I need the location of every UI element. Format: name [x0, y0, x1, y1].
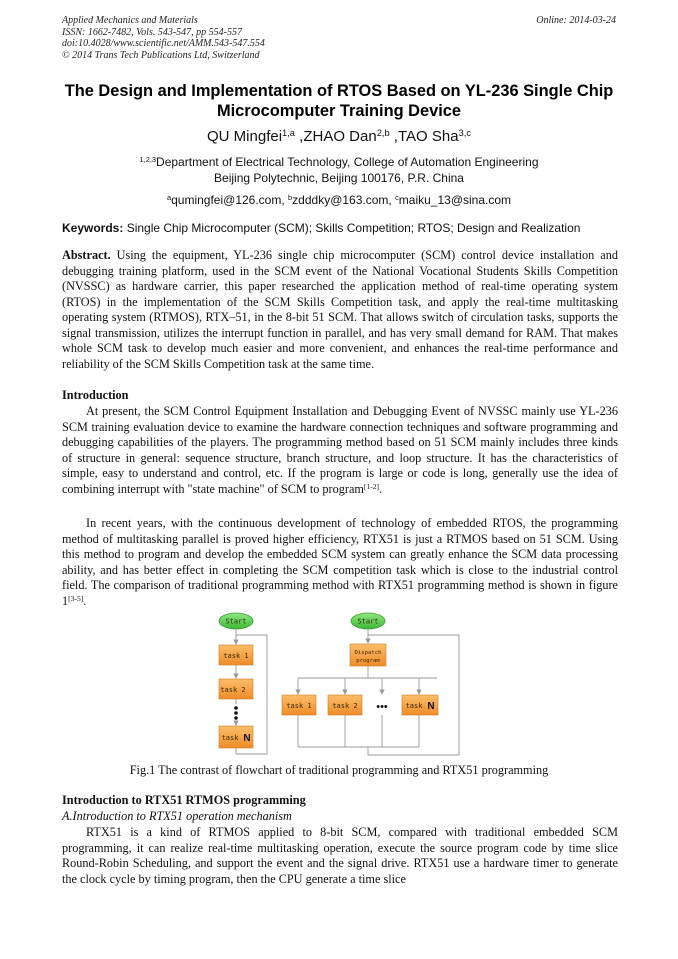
section-heading: Introduction to RTX51 RTMOS programming	[62, 793, 306, 807]
left-task2-label: task 2	[220, 686, 246, 694]
left-taskN-n: N	[243, 733, 251, 744]
doi-line: doi:10.4028/www.scientific.net/AMM.543-547.554	[62, 38, 265, 49]
figure-caption: Fig.1 The contrast of flowchart of traditional programming and RTX51 programming	[129, 763, 549, 777]
flowchart-figure	[205, 605, 470, 760]
author-superscript: 1,a	[282, 127, 295, 138]
abstract-text: Using the equipment, YL-236 single chip microcomputer (SCM) control device installation and debugging training platform, used in the SCM event of the National Vocational Students Skills Competition (NVSSC) as hardware carrier, this paper researched the application method of real-time operating system (RTOS) in the implementation of the SCM Skills Competition task, and apply the real-time multitasking operating system (RTMOS), RTX–51, in the 8-bit 51 SCM. That allows switch of circulation tasks, supports the signal transmission, utilizes the interrupt function in parallel, and has very small demand for RAM. That makes whole SCM task to develop much easier and more convenient, and enhances the real-time performance and reliability of the SCM Skills Competition task at the same time.	[62, 248, 618, 371]
online-date: Online: 2014-03-24	[536, 15, 616, 26]
dispatch-label-line1: Dispatch	[354, 650, 382, 656]
email-superscript: c	[395, 192, 399, 202]
right-ellipsis: •••	[376, 701, 388, 713]
affiliation-line-1: Department of Electrical Technology, College of Automation Engineering	[156, 155, 539, 169]
introduction-heading: Introduction	[62, 388, 129, 402]
dispatch-label-line2: program	[356, 658, 380, 664]
affiliation-line-2: Beijing Polytechnic, Beijing 100176, P.R. China	[214, 170, 464, 185]
email-superscript: b	[288, 192, 293, 202]
email-superscript: a	[166, 192, 172, 202]
author-name: QU Mingfei	[207, 128, 283, 145]
subsection-heading: A.Introduction to RTX51 operation mechanism	[62, 809, 292, 823]
section-paragraph-1: RTX51 is a kind of RTMOS applied to 8-bit SCM, compared with traditional embedded SCM programming, it can realize real-time multitasking operation, execute the source program code by time slice Round-Robin Scheduling, and support the event and the signal drive. RTX51 use a hardware timer to generate the clock cycle by timing program, then the CPU generate a time slice	[62, 825, 618, 886]
email-list: $^a$qumingfei@126.com, $^b$zdddky@163.com, $^c$maiku_13@sina.com	[166, 192, 512, 207]
paper-title	[40, 82, 638, 121]
keywords	[62, 221, 618, 236]
citation[interactable]: [3-5]	[68, 593, 84, 603]
keywords-text: Single Chip Microcomputer (SCM); Skills Competition; RTOS; Design and Realization	[126, 221, 581, 235]
paragraph-end: .	[83, 593, 87, 608]
title-line-2: Microcomputer Training Device	[216, 101, 462, 120]
abstract-label: Abstract.	[62, 248, 111, 262]
right-taskN-label: task	[405, 702, 423, 710]
rtx51-flowchart	[282, 613, 459, 755]
introduction-paragraph-1	[62, 404, 618, 497]
abstract	[62, 248, 618, 372]
traditional-flowchart	[219, 613, 267, 754]
right-start-label: Start	[357, 617, 379, 626]
left-start-label: Start	[225, 617, 247, 626]
paragraph-text: At present, the SCM Control Equipment Installation and Debugging Event of NVSSC mainly use YL-236 SCM training evaluation device to examine the hardware connection techniques and software programming and debugging capabilities of the players. The programming method based on 51 SCM mainly includes three kinds of structure in general: sequence structure, branch structure, and loop structure. It has the characteristics of simple, easy to understand and control, etc. If the program is large or code is long, generally use the idea of combining interrupt with "state machine" of SCM to program	[62, 404, 618, 496]
paragraph-end: .	[379, 481, 383, 496]
author-superscript: 2,b	[376, 127, 390, 138]
author-list: QU Mingfei$^{1,a}$ ,ZHAO Dan$^{2,b}$ ,TAO Sha$^{3,c}$	[207, 127, 471, 145]
left-task1-label: task 1	[223, 652, 249, 660]
citation[interactable]: [1-2]	[363, 481, 380, 491]
left-ellipsis-dots	[234, 706, 238, 720]
email-address[interactable]: maiku_13@sina.com	[398, 193, 512, 207]
introduction-paragraph-2	[62, 516, 618, 609]
copyright-line: © 2014 Trans Tech Publications Ltd, Switzerland	[62, 49, 260, 61]
author-superscript: 3,c	[458, 127, 471, 138]
email-address[interactable]: zdddky@163.com	[292, 193, 389, 207]
keywords-label: Keywords:	[62, 221, 124, 235]
affiliation-superscript: 1,2,3	[139, 154, 157, 164]
journal-name: Applied Mechanics and Materials	[62, 15, 198, 26]
journal-header	[62, 15, 265, 61]
affiliation	[40, 155, 638, 186]
left-taskN-label: task	[221, 734, 239, 742]
paragraph-text: In recent years, with the continuous development of technology of embedded RTOS, the programming method of multitasking parallel is proved higher efficiency, RTX51 is just a RTMOS based on 51 SCM. Using this method to program and develop the embedded SCM system can greatly enhance the SCM data processing ability, and has better effect in completing the SCM competition task which is close to the industrial control field. The comparison of traditional programming method with RTX51 programming method is shown in figure 1	[62, 516, 618, 608]
right-taskN-n: N	[427, 701, 435, 712]
author-name: TAO Sha	[397, 128, 459, 145]
right-task2-label: task 2	[332, 702, 358, 710]
title-line-1: The Design and Implementation of RTOS Based on YL-236 Single Chip	[64, 82, 614, 100]
email-address[interactable]: qumingfei@126.com	[171, 193, 282, 207]
issn-line: ISSN: 1662-7482, Vols. 543-547, pp 554-557	[62, 26, 242, 38]
right-task1-label: task 1	[286, 702, 312, 710]
author-name: ZHAO Dan	[303, 128, 377, 145]
